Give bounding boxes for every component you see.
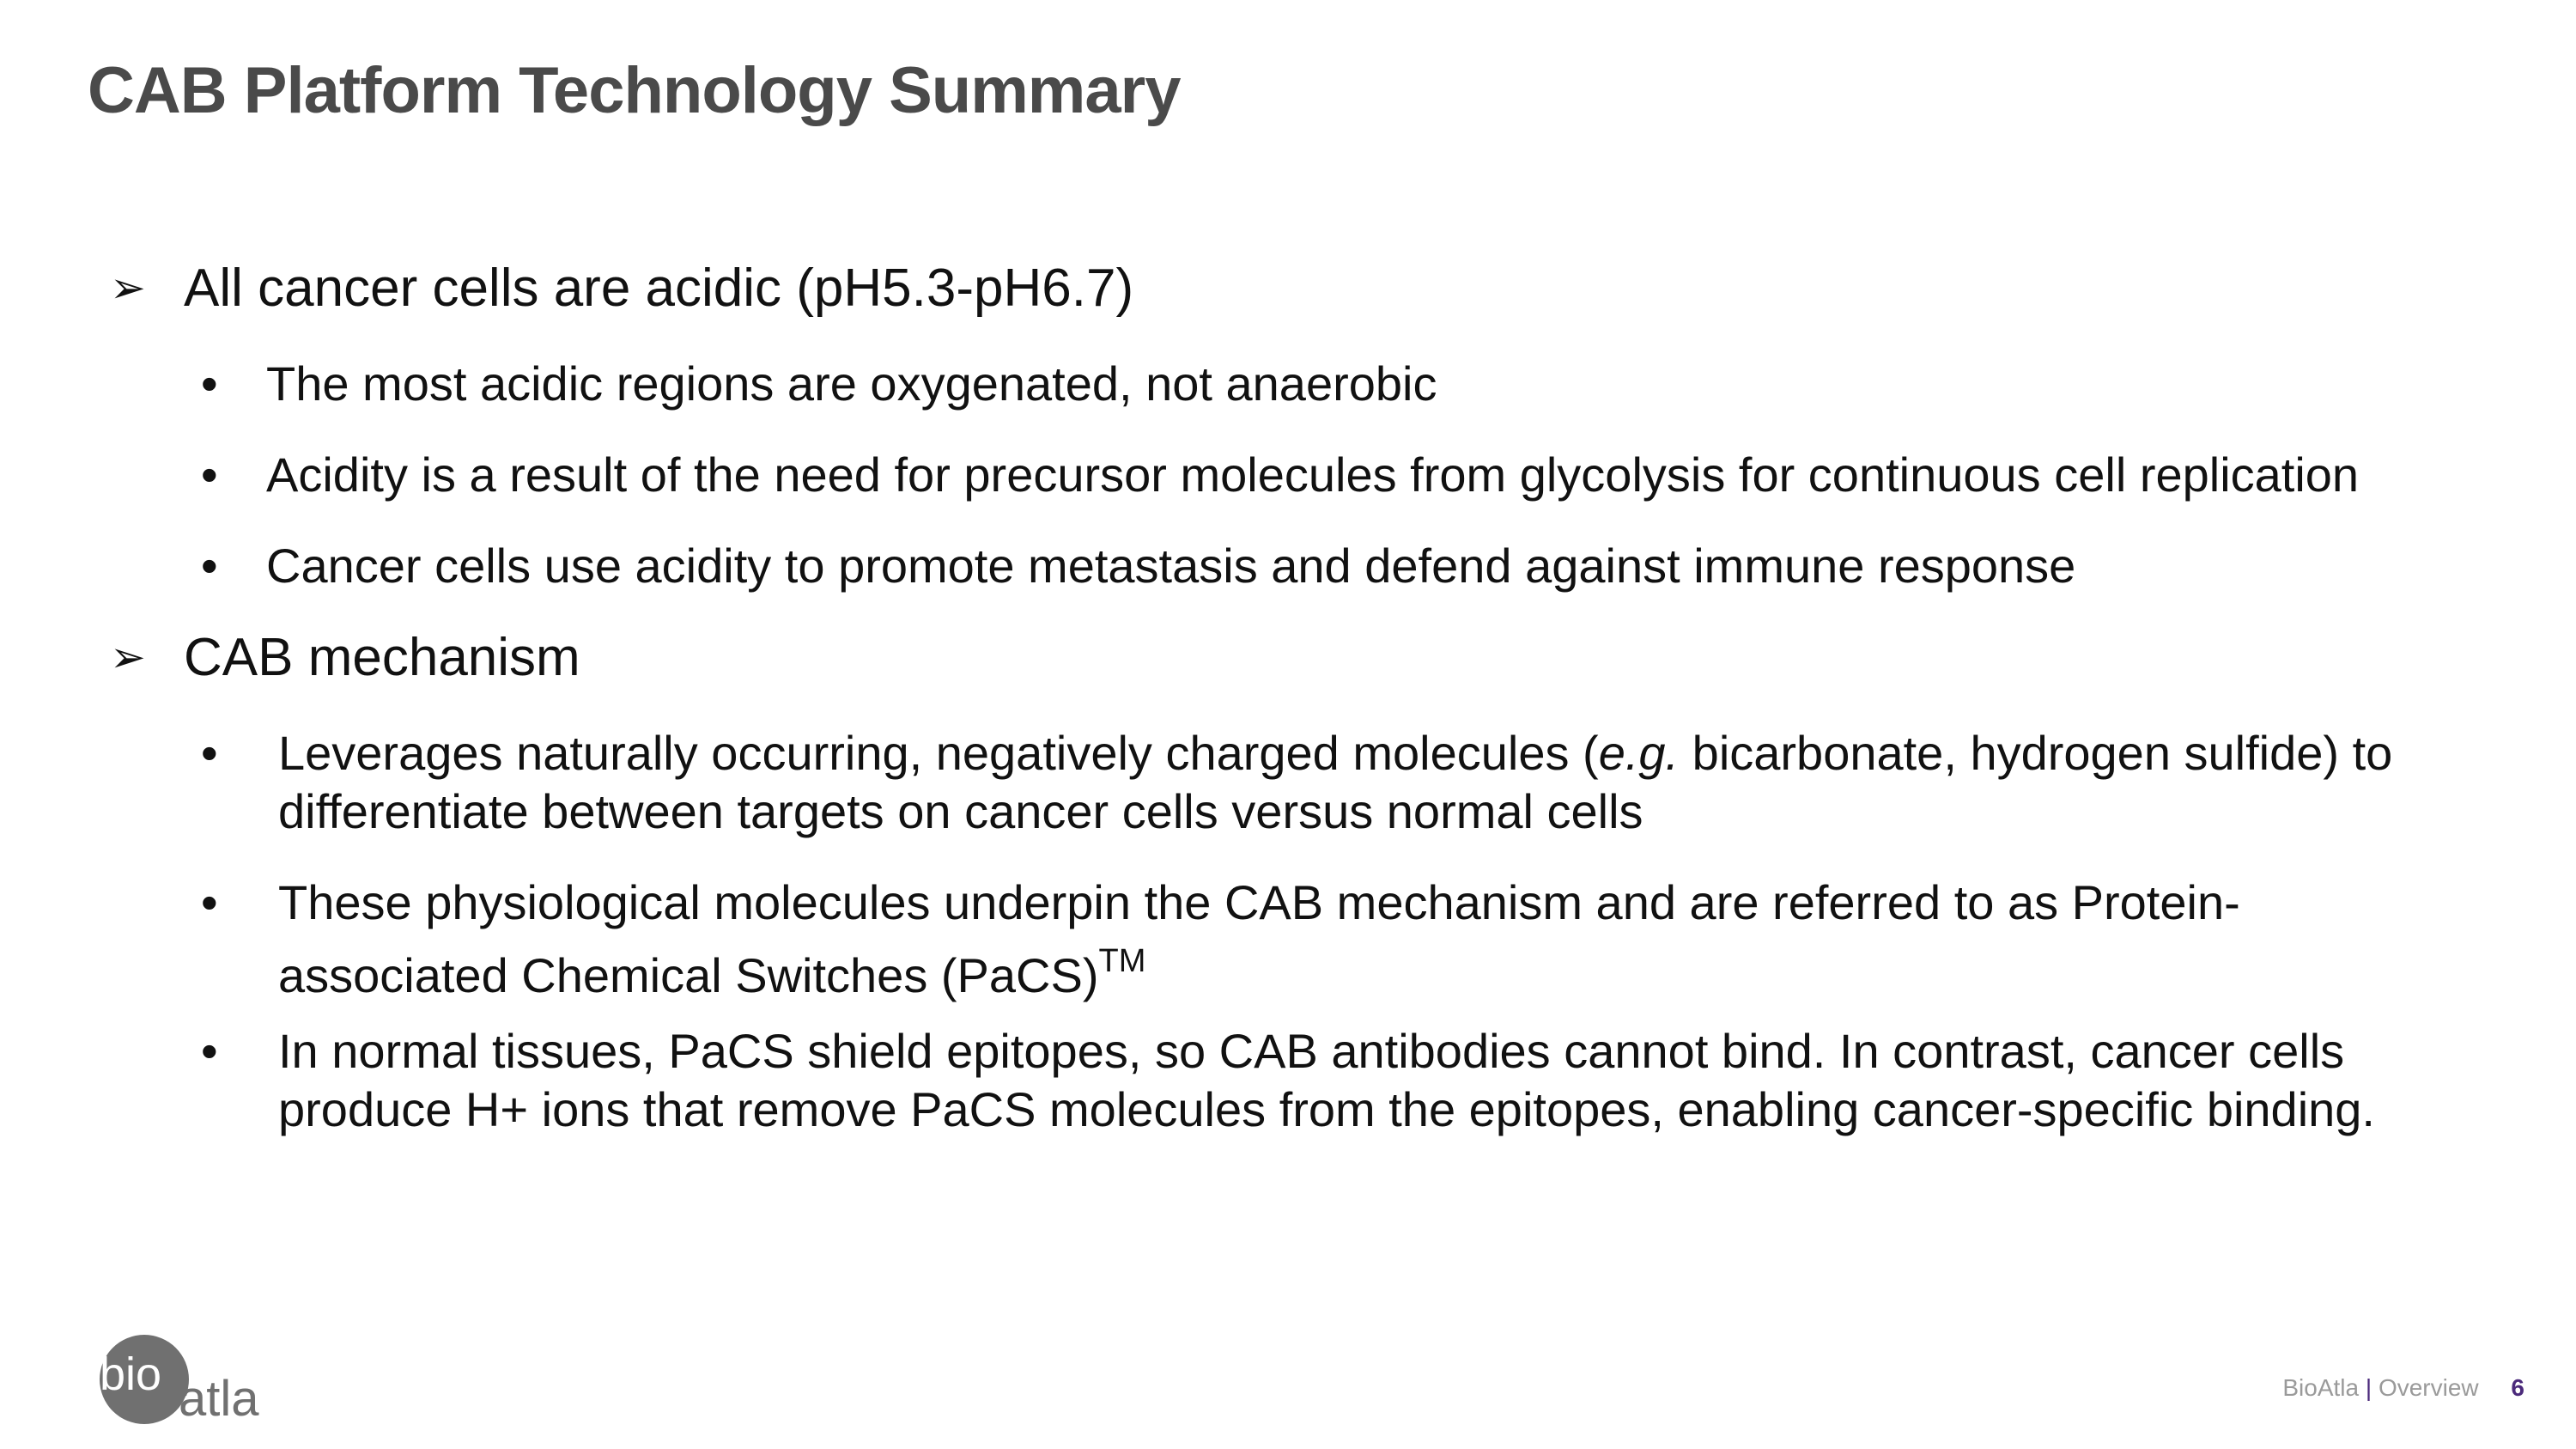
bullet-text [278, 874, 2240, 1005]
arrow-bullet-icon: ➢ [110, 263, 146, 313]
footer-section: Overview [2378, 1374, 2479, 1401]
bullet-line [278, 932, 2240, 1005]
bullet-line: In normal tissues, PaCS shield epitopes, so CAB antibodies cannot bind. In contrast, cancer cells [278, 1024, 2345, 1078]
bullet-line-part: bicarbonate, hydrogen sulfide) to [1679, 726, 2393, 780]
bullet-text [278, 1022, 2375, 1139]
footer-company: BioAtla [2282, 1374, 2360, 1401]
bullet-text: The most acidic regions are oxygenated, not anaerobic [266, 356, 1437, 411]
section-heading-text: CAB mechanism [184, 628, 580, 687]
bullet-line-part: Leverages naturally occurring, negatively charged molecules ( [278, 726, 1599, 780]
bullet-dot-icon: • [201, 447, 218, 502]
bullet-text: Acidity is a result of the need for precursor molecules from glycolysis for continuous cell replication [266, 447, 2360, 502]
bullet-text [278, 724, 2392, 841]
bullet-emphasis: e.g. [1598, 726, 1680, 780]
section-heading-text: All cancer cells are acidic (pH5.3-pH6.7) [184, 259, 1134, 318]
arrow-bullet-icon: ➢ [110, 632, 146, 682]
bullet-dot-icon: • [201, 1024, 218, 1078]
bullet-text: Cancer cells use acidity to promote metastasis and defend against immune response [266, 539, 2076, 593]
bullet-line [278, 726, 2392, 780]
bullet-line-part: associated Chemical Switches (PaCS) [278, 948, 1099, 1002]
footer-info [2282, 1374, 2524, 1402]
bullet-dot-icon: • [201, 875, 218, 929]
section-heading-acidic [110, 258, 1133, 319]
section-heading-cab-mechanism [110, 627, 580, 688]
trademark-superscript: TM [1098, 943, 1146, 979]
logo-text-atla: atla [179, 1371, 259, 1427]
page-number: 6 [2511, 1374, 2524, 1401]
bioatla-logo [93, 1328, 290, 1431]
bullet-line: produce H+ ions that remove PaCS molecules from the epitopes, enabling cancer-specific binding. [278, 1082, 2375, 1136]
bullet-dot-icon: • [201, 356, 218, 411]
bullet-dot-icon: • [201, 539, 218, 593]
footer-separator: | [2365, 1374, 2372, 1401]
bullet-dot-icon: • [201, 726, 218, 780]
bullet-line: differentiate between targets on cancer cells versus normal cells [278, 784, 1643, 838]
logo-text-bio: bio [100, 1349, 162, 1400]
bullet-line: These physiological molecules underpin the CAB mechanism and are referred to as Protein- [278, 875, 2240, 929]
slide-title: CAB Platform Technology Summary [88, 54, 1181, 127]
